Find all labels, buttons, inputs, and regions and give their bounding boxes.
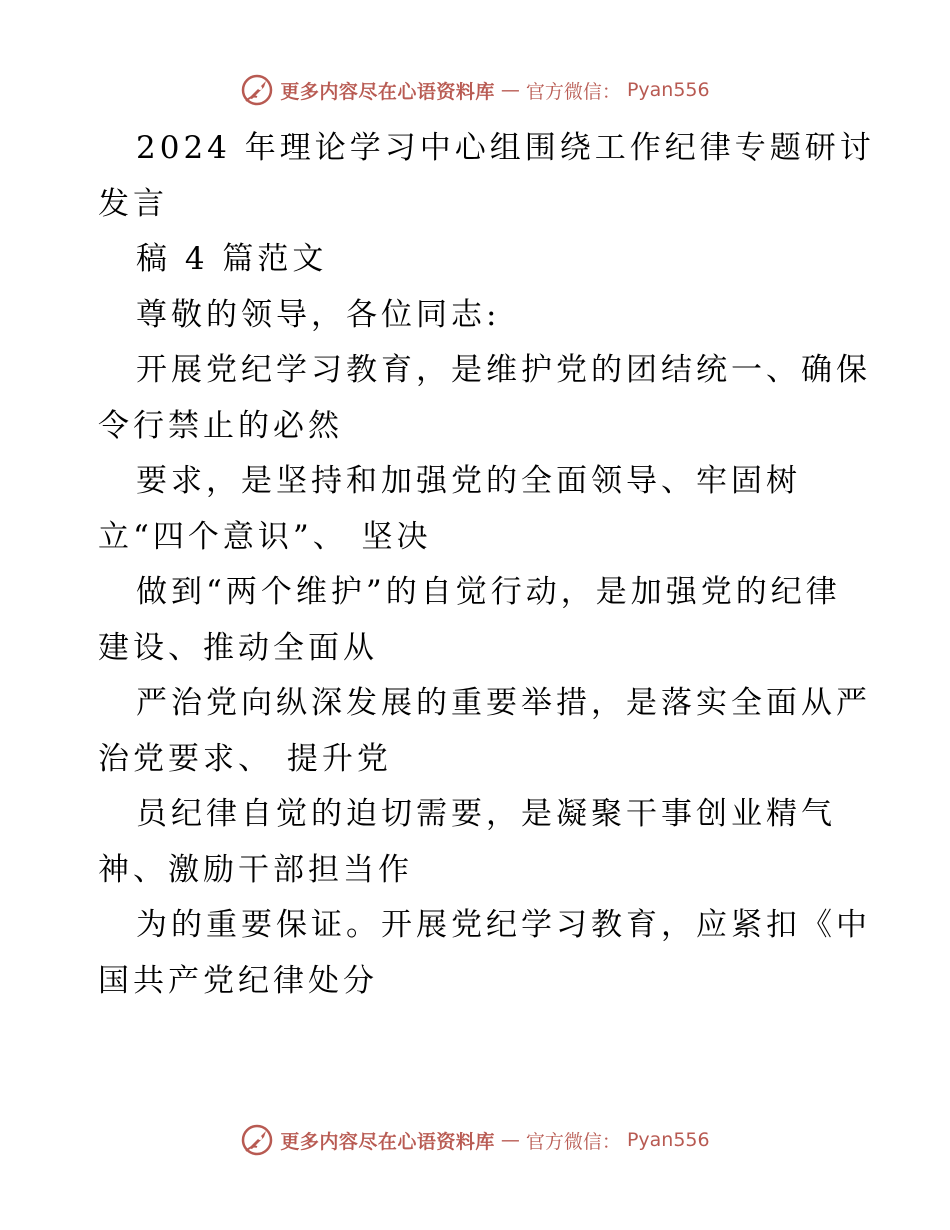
banner-official-label: 官方微信：	[525, 1130, 621, 1153]
title-line-1: 2024 年理论学习中心组围绕工作纪律专题研讨	[136, 130, 875, 166]
pen-nib-logo-icon	[240, 73, 274, 107]
paragraph-line: 国共产党纪律处分	[98, 962, 378, 999]
paragraph-line: 严治党向纵深发展的重要举措，是落实全面从严	[136, 685, 871, 721]
paragraph-line: 做到“两个维护”的自觉行动，是加强党的纪律	[136, 574, 841, 610]
paragraph-line: 开展党纪学习教育，是维护党的团结统一、确保	[136, 352, 871, 388]
banner-official-label: 官方微信：	[525, 80, 621, 103]
paragraph-line: 员纪律自觉的迫切需要，是凝聚干事创业精气	[136, 796, 836, 832]
paragraph-line: 立“四个意识”、 坚决	[98, 518, 432, 555]
banner-slogan: 更多内容尽在心语资料库	[280, 1130, 495, 1153]
paragraph-line: 神、激励干部担当作	[98, 851, 413, 888]
banner-dash: —	[500, 79, 520, 101]
header-watermark-banner	[0, 70, 950, 110]
banner-slogan: 更多内容尽在心语资料库	[280, 80, 495, 103]
paragraph-line: 要求，是坚持和加强党的全面领导、牢固树	[136, 463, 801, 499]
title-line-2: 发言	[98, 185, 168, 222]
paragraph-line: 令行禁止的必然	[98, 407, 343, 444]
paragraph-line: 治党要求、 提升党	[98, 740, 392, 777]
title-line-3: 稿 4 篇范文	[136, 241, 328, 277]
paragraph-line: 为的重要保证。开展党纪学习教育，应紧扣《中	[136, 907, 871, 943]
banner-dash: —	[500, 1129, 520, 1151]
footer-watermark-banner	[0, 1120, 950, 1160]
banner-wechat-id: Pyan556	[626, 79, 710, 101]
banner-wechat-id: Pyan556	[626, 1129, 710, 1151]
salutation-line: 尊敬的领导，各位同志:	[136, 296, 501, 333]
document-body	[98, 121, 875, 1009]
pen-nib-logo-icon	[240, 1123, 274, 1157]
paragraph-line: 建设、推动全面从	[98, 629, 378, 666]
